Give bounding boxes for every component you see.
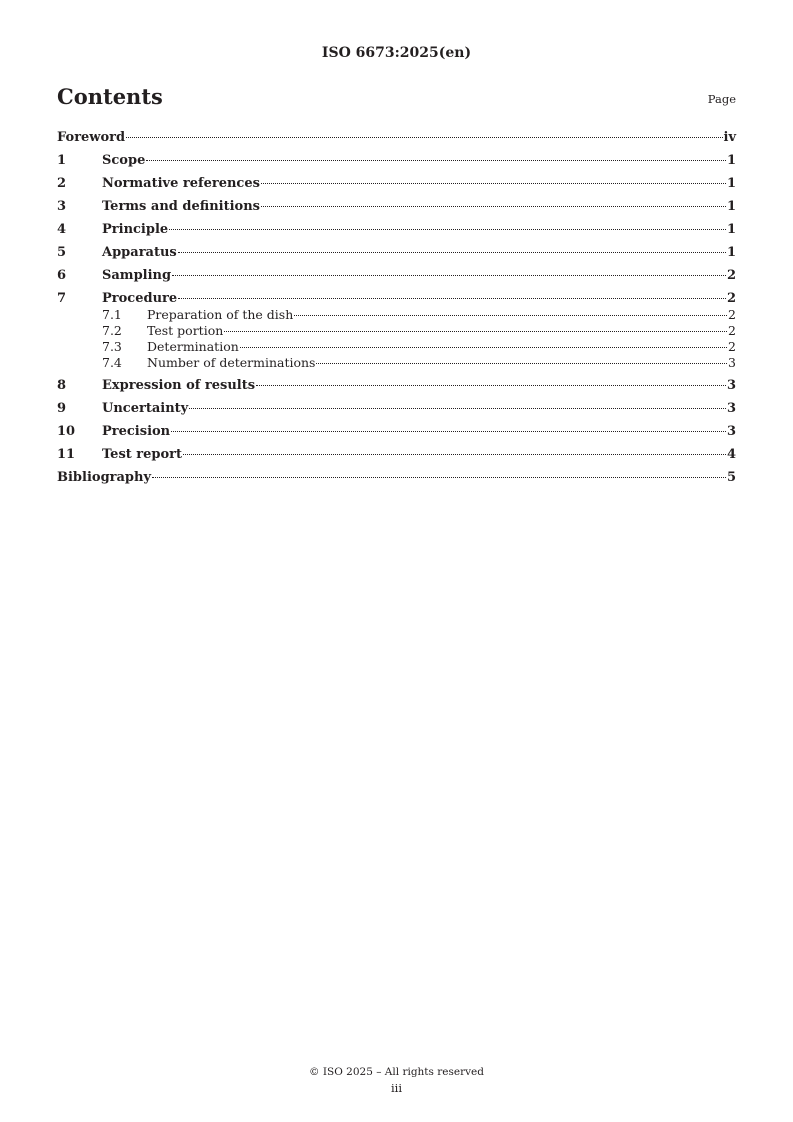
toc-subentry-number: 7.3 xyxy=(102,339,122,354)
toc-subentry-page: 3 xyxy=(728,355,736,370)
toc-entry-section[interactable] xyxy=(57,446,736,463)
toc-entry-page: 1 xyxy=(726,245,736,260)
toc-entry-section[interactable] xyxy=(57,377,736,394)
dot-leader xyxy=(178,252,726,253)
toc-entry-label: Precision xyxy=(102,424,171,439)
page-number: iii xyxy=(390,1081,403,1095)
toc-entry-page: 1 xyxy=(726,222,736,237)
toc-entry-label: Principle xyxy=(102,222,169,237)
toc-subentry-page: 2 xyxy=(728,307,736,322)
toc-subentry[interactable] xyxy=(102,339,736,355)
toc-entry-number: 7 xyxy=(57,291,67,306)
page-column-label: Page xyxy=(707,92,736,106)
toc-entry-number: 3 xyxy=(57,199,67,214)
toc-entry-page: 1 xyxy=(726,199,736,214)
toc-entry-section[interactable] xyxy=(57,290,736,307)
toc-entry-label: Normative references xyxy=(102,176,260,191)
toc-subentry-page: 2 xyxy=(728,339,736,354)
toc-entry-page: 3 xyxy=(726,424,736,439)
toc-entry-page: 1 xyxy=(726,153,736,168)
contents-title: Contents xyxy=(57,84,163,109)
toc-entry-label: Bibliography xyxy=(57,470,152,485)
dot-leader xyxy=(178,298,726,299)
toc-entry-page: 2 xyxy=(726,268,736,283)
document-header: ISO 6673:2025(en) xyxy=(321,45,472,61)
toc-entry-page: 2 xyxy=(726,291,736,306)
toc-entry-label: Foreword xyxy=(57,130,126,145)
toc-subentry-label: Number of determinations xyxy=(147,355,316,370)
toc-entry-foreword[interactable] xyxy=(57,129,736,146)
toc-entry-page: 1 xyxy=(726,176,736,191)
toc-entry-page: 3 xyxy=(726,401,736,416)
dot-leader xyxy=(171,431,726,432)
toc-entry-section[interactable] xyxy=(57,423,736,440)
toc-entry-label: Sampling xyxy=(102,268,172,283)
toc-entry-section[interactable] xyxy=(57,198,736,215)
toc-subentry-number: 7.1 xyxy=(102,307,122,322)
toc-entry-page: 5 xyxy=(726,470,736,485)
toc-entry-label: Procedure xyxy=(102,291,178,306)
toc-entry-section[interactable] xyxy=(57,400,736,417)
copyright-notice: © ISO 2025 – All rights reserved xyxy=(309,1066,484,1078)
dot-leader xyxy=(224,331,727,332)
toc-entry-number: 10 xyxy=(57,424,76,439)
toc-entry-number: 9 xyxy=(57,401,67,416)
toc-subentry[interactable] xyxy=(102,355,736,371)
toc-subentry-label: Preparation of the dish xyxy=(147,307,294,322)
toc-entry-label: Terms and definitions xyxy=(102,199,260,214)
dot-leader xyxy=(189,408,726,409)
toc-entry-page: iv xyxy=(723,130,736,145)
toc-entry-number: 11 xyxy=(57,447,76,462)
toc-entry-section[interactable] xyxy=(57,175,736,192)
toc-subentry-number: 7.2 xyxy=(102,323,122,338)
toc-subentry-number: 7.4 xyxy=(102,355,122,370)
toc-entry-bibliography[interactable] xyxy=(57,469,736,486)
dot-leader xyxy=(294,315,727,316)
toc-entry-page: 3 xyxy=(726,378,736,393)
toc-entry-label: Scope xyxy=(102,153,146,168)
toc-subentry-page: 2 xyxy=(728,323,736,338)
toc-entry-section[interactable] xyxy=(57,267,736,284)
toc-entry-number: 2 xyxy=(57,176,67,191)
toc-entry-label: Apparatus xyxy=(102,245,177,260)
toc-entry-number: 1 xyxy=(57,153,67,168)
toc-entry-number: 5 xyxy=(57,245,67,260)
toc-subsection-group xyxy=(57,307,736,371)
toc-entry-section[interactable] xyxy=(57,152,736,169)
toc-entry-section[interactable] xyxy=(57,221,736,238)
toc-subentry[interactable] xyxy=(102,307,736,323)
dot-leader xyxy=(172,275,726,276)
page-footer xyxy=(0,1066,793,1095)
toc-entry-number: 4 xyxy=(57,222,67,237)
dot-leader xyxy=(240,347,727,348)
toc-entry-page: 4 xyxy=(726,447,736,462)
toc-subentry-label: Test portion xyxy=(147,323,224,338)
dot-leader xyxy=(183,454,726,455)
dot-leader xyxy=(152,477,726,478)
toc-entry-label: Uncertainty xyxy=(102,401,189,416)
toc-subentry-label: Determination xyxy=(147,339,239,354)
dot-leader xyxy=(261,206,726,207)
toc-entry-number: 6 xyxy=(57,268,67,283)
toc-subentry[interactable] xyxy=(102,323,736,339)
table-of-contents xyxy=(57,129,736,492)
dot-leader xyxy=(261,183,726,184)
toc-entry-section[interactable] xyxy=(57,244,736,261)
dot-leader xyxy=(126,137,722,138)
dot-leader xyxy=(146,160,726,161)
toc-entry-label: Test report xyxy=(102,447,183,462)
toc-entry-number: 8 xyxy=(57,378,67,393)
toc-entry-label: Expression of results xyxy=(102,378,256,393)
dot-leader xyxy=(256,385,726,386)
dot-leader xyxy=(316,363,727,364)
dot-leader xyxy=(169,229,726,230)
